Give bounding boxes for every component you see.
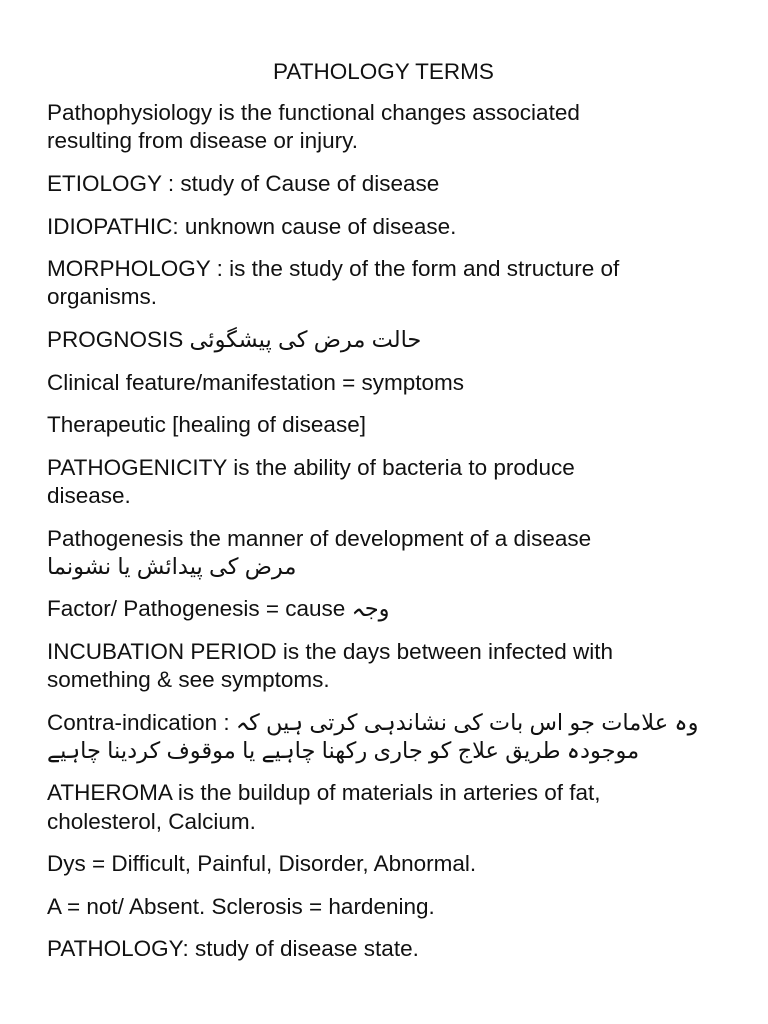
entry-line: ATHEROMA is the buildup of materials in arteries of fat, <box>47 780 601 806</box>
entry-term: Contra-indication : <box>47 709 230 735</box>
entry-line: Pathophysiology is the functional changes associated <box>47 100 580 126</box>
entry-factor <box>47 595 720 623</box>
entry-contra-indication <box>47 709 720 765</box>
entry-clinical-feature: Clinical feature/manifestation = symptoms <box>47 369 465 395</box>
entry-a-sclerosis: A = not/ Absent. Sclerosis = hardening. <box>47 893 435 919</box>
urdu-translation: وجہ <box>351 596 390 622</box>
entry-incubation-period <box>47 638 720 694</box>
entry-prognosis <box>47 326 720 354</box>
entry-line: disease. <box>47 482 131 508</box>
entry-therapeutic: Therapeutic [healing of disease] <box>47 412 366 438</box>
urdu-translation: مرض کی پیدائش یا نشونما <box>47 553 297 579</box>
urdu-translation: حالت مرض کی پیشگوئی <box>189 326 422 352</box>
entry-line: organisms. <box>47 284 158 310</box>
entry-term: Factor/ Pathogenesis = cause <box>47 596 346 622</box>
entry-line: PATHOGENICITY is the ability of bacteria to produce <box>47 454 575 480</box>
urdu-translation: وہ علامات جو اس بات کی نشاندہی کرتی ہیں کہ <box>235 709 699 735</box>
entry-line: INCUBATION PERIOD is the days between infected with <box>47 638 614 664</box>
entry-line: MORPHOLOGY : is the study of the form and structure of <box>47 256 620 282</box>
entry-morphology <box>47 255 720 311</box>
entry-dys: Dys = Difficult, Painful, Disorder, Abnormal. <box>47 851 477 877</box>
entry-line: something & see symptoms. <box>47 667 330 692</box>
entry-line: resulting from disease or injury. <box>47 128 358 154</box>
entry-term: PROGNOSIS <box>47 326 184 352</box>
page-title: PATHOLOGY TERMS <box>273 59 494 84</box>
entry-pathophysiology <box>47 99 720 155</box>
urdu-translation: موجودہ طریق علاج کو جاری رکھنا چاہیے یا موقوف کردینا چاہیے <box>47 737 640 763</box>
entry-etiology: ETIOLOGY : study of Cause of disease <box>47 170 440 196</box>
entry-line: Pathogenesis the manner of development of a disease <box>47 525 592 551</box>
entry-atheroma <box>47 779 720 835</box>
entry-idiopathic: IDIOPATHIC: unknown cause of disease. <box>47 213 457 239</box>
entry-line: cholesterol, Calcium. <box>47 808 256 834</box>
entry-pathology: PATHOLOGY: study of disease state. <box>47 936 419 962</box>
entry-pathogenicity <box>47 454 720 510</box>
entry-pathogenesis <box>47 525 720 581</box>
